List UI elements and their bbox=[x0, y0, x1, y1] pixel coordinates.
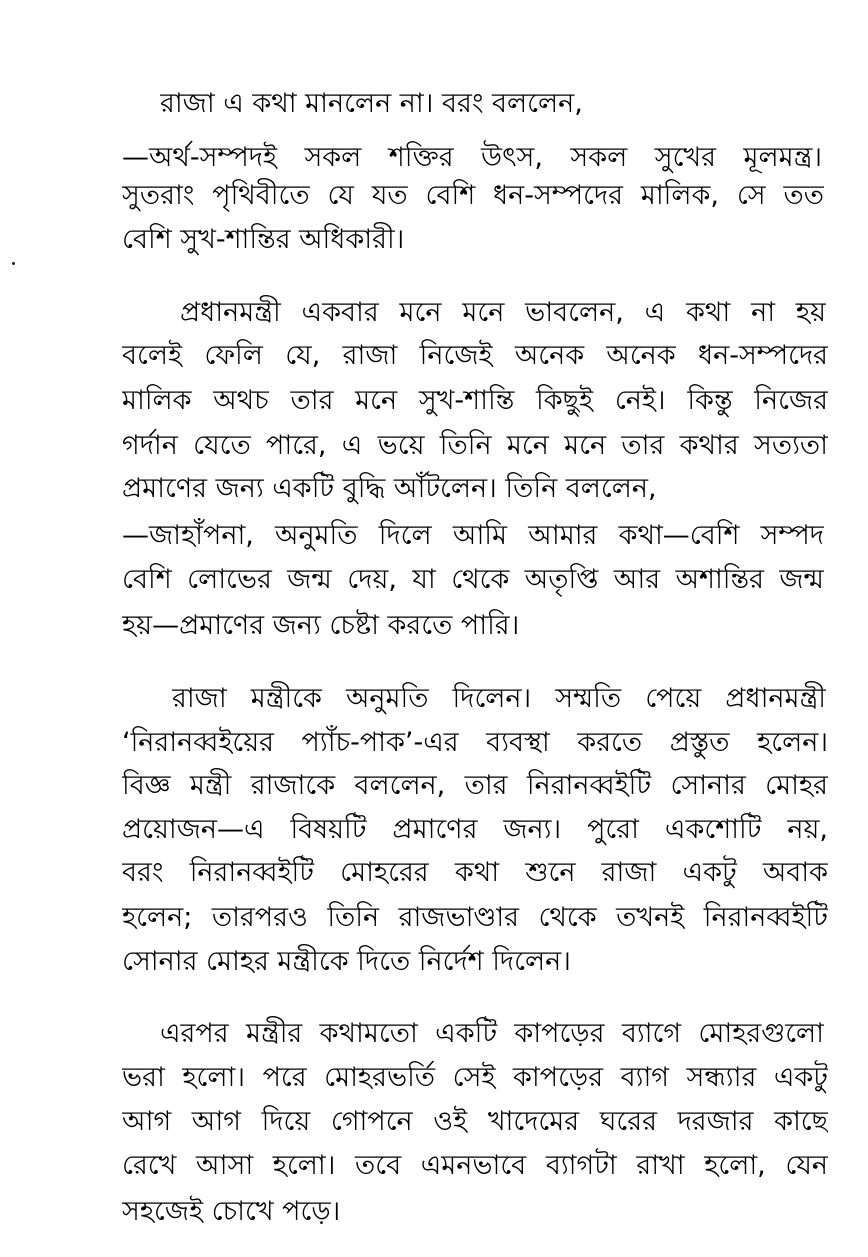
paragraph-2-line-4: গর্দান যেতে পারে, এ ভয়ে তিনি মনে মনে তার কথার সত্যতা bbox=[122, 430, 828, 461]
paragraph-2-line-8: হয়—প্রমাণের জন্য চেষ্টা করতে পারি। bbox=[122, 610, 520, 641]
paragraph-4-line-3: আগ আগ দিয়ে গোপনে ওই খাদেমের ঘরের দরজার কাছে bbox=[122, 1106, 828, 1137]
paragraph-1-line-4: বেশি সুখ-শান্তির অধিকারী। bbox=[122, 224, 405, 255]
paragraph-4-line-1: এরপর মন্ত্রীর কথামতো একটি কাপড়ের ব্যাগে মোহরগুলো bbox=[160, 1018, 824, 1049]
paragraph-3-line-4: প্রয়োজন—এ বিষয়টি প্রমাণের জন্য। পুরো একশোটি নয়, bbox=[122, 814, 828, 845]
paragraph-3-line-2: ‘নিরানব্বইয়ের প্যাঁচ-পাক’-এর ব্যবস্থা করতে প্রস্তুত হলেন। bbox=[122, 727, 828, 758]
paragraph-2-line-1: প্রধানমন্ত্রী একবার মনে মনে ভাবলেন, এ কথা না হয় bbox=[180, 297, 826, 328]
paragraph-3-line-7: সোনার মোহর মন্ত্রীকে দিতে নির্দেশ দিলেন। bbox=[122, 946, 571, 977]
paragraph-2-line-3: মালিক অথচ তার মনে সুখ-শান্তি কিছুই নেই। কিন্তু নিজের bbox=[122, 385, 828, 416]
paragraph-3-line-3: বিজ্ঞ মন্ত্রী রাজাকে বললেন, তার নিরানব্বইটি সোনার মোহর bbox=[122, 770, 828, 801]
paragraph-2-line-7: বেশি লোভের জন্ম দেয়, যা থেকে অতৃপ্তি আর অশান্তির জন্ম bbox=[122, 564, 824, 595]
scan-speck bbox=[12, 262, 15, 265]
paragraph-2-line-5: প্রমাণের জন্য একটি বুদ্ধি আঁটলেন। তিনি বললেন, bbox=[122, 473, 657, 504]
paragraph-3-line-6: হলেন; তারপরও তিনি রাজভাণ্ডার থেকে তখনই নিরানব্বইটি bbox=[122, 902, 828, 933]
paragraph-4-line-4: রেখে আসা হলো। তবে এমনভাবে ব্যাগটা রাখা হলো, যেন bbox=[122, 1150, 828, 1181]
paragraph-4-line-5: সহজেই চোখে পড়ে। bbox=[122, 1196, 341, 1227]
paragraph-3-line-1: রাজা মন্ত্রীকে অনুমতি দিলেন। সম্মতি পেয়ে প্রধানমন্ত্রী bbox=[172, 683, 826, 714]
paragraph-1-line-1: রাজা এ কথা মানলেন না। বরং বললেন, bbox=[160, 88, 583, 119]
paragraph-2-line-2: বলেই ফেলি যে, রাজা নিজেই অনেক অনেক ধন-সম্পদের bbox=[122, 340, 828, 371]
paragraph-3-line-5: বরং নিরানব্বইটি মোহরের কথা শুনে রাজা একটু অবাক bbox=[122, 857, 828, 888]
paragraph-1-line-3: সুতরাং পৃথিবীতে যে যত বেশি ধন-সম্পদের মালিক, সে তত bbox=[122, 180, 824, 211]
paragraph-4-line-2: ভরা হলো। পরে মোহরভর্তি সেই কাপড়ের ব্যাগ সন্ধ্যার একটু bbox=[122, 1062, 828, 1093]
paragraph-2-line-6: —জাহাঁপনা, অনুমতি দিলে আমি আমার কথা—বেশি সম্পদ bbox=[122, 520, 824, 551]
paragraph-1-line-2: —অর্থ-সম্পদই সকল শক্তির উৎস, সকল সুখের মূলমন্ত্র। bbox=[122, 142, 822, 173]
